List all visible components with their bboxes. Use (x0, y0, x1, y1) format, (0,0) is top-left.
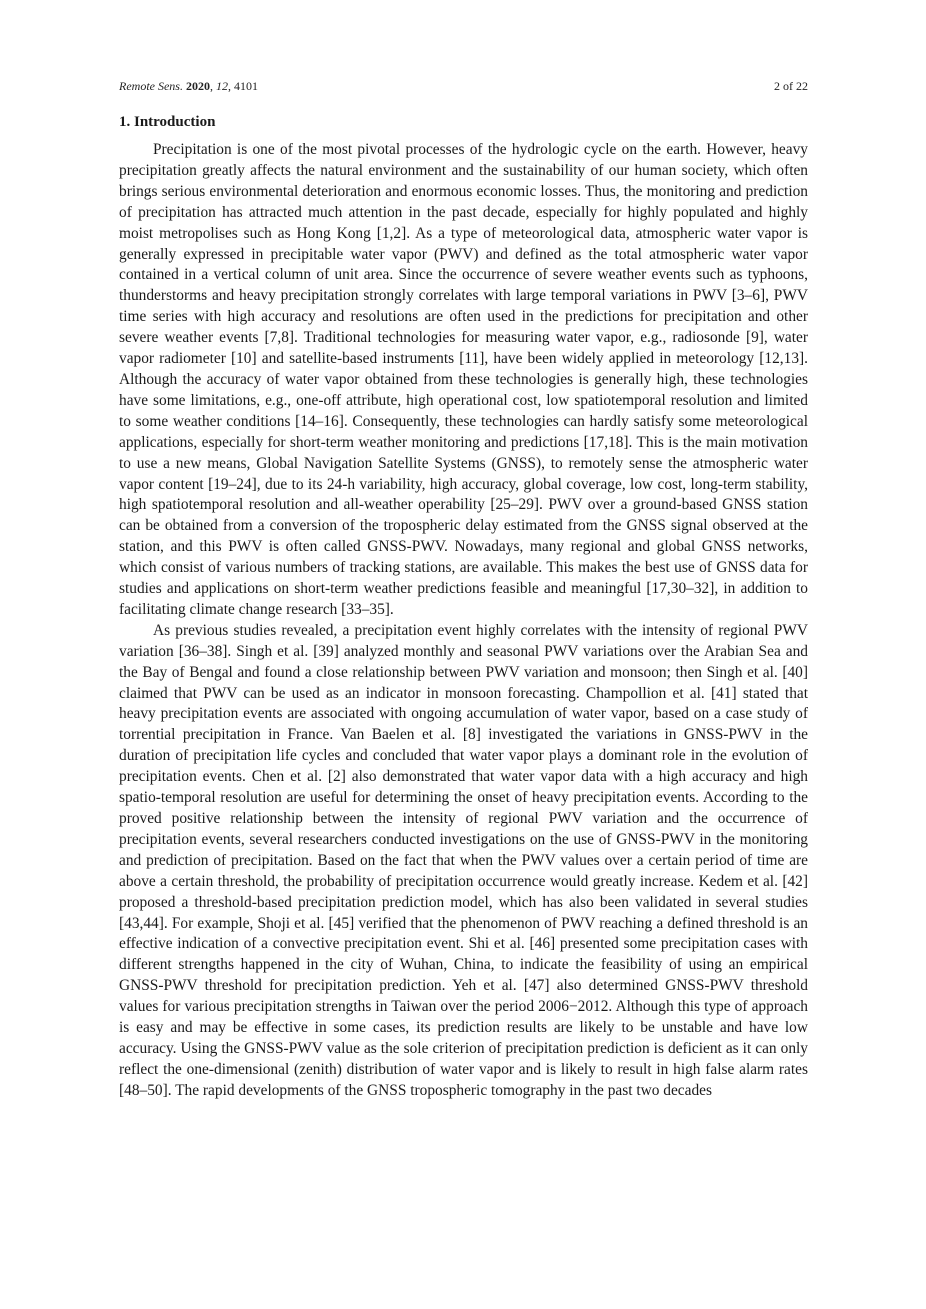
paragraph-1: Precipitation is one of the most pivotal processes of the hydrologic cycle on the earth. However, heavy precipitation greatly affects the natural environment and the sustainability of our human society, which often brings serious environmental deterioration and enormous economic losses. Thus, the monitoring and prediction of precipitation has attracted much attention in the past decade, especially for highly populated and highly moist metropolises such as Hong Kong [1,2]. As a type of meteorological data, atmospheric water vapor is generally expressed in precipitable water vapor (PWV) and defined as the total atmospheric water vapor contained in a vertical column of unit area. Since the occurrence of severe weather events such as typhoons, thunderstorms and heavy precipitation strongly correlates with large temporal variations in PWV [3–6], PWV time series with high accuracy and resolutions are often used in the predictions for precipitation and other severe weather events [7,8]. Traditional technologies for measuring water vapor, e.g., radiosonde [9], water vapor radiometer [10] and satellite-based instruments [11], have been widely applied in meteorology [12,13]. Although the accuracy of water vapor obtained from these technologies is generally high, these technologies have some limitations, e.g., one-off attribute, high operational cost, low spatiotemporal resolution and limited to some weather conditions [14–16]. Consequently, these technologies can hardly satisfy some meteorological applications, especially for short-term weather monitoring and predictions [17,18]. This is the main motivation to use a new means, Global Navigation Satellite Systems (GNSS), to remotely sense the atmospheric water vapor content [19–24], due to its 24-h variability, high accuracy, global coverage, low cost, long-term stability, high spatiotemporal resolution and all-weather operability [25–29]. PWV over a ground-based GNSS station can be obtained from a conversion of the tropospheric delay estimated from the GNSS signal observed at the station, and this PWV is often called GNSS-PWV. Nowadays, many regional and global GNSS networks, which consist of various numbers of tracking stations, are available. This makes the best use of GNSS data for studies and applications on short-term weather predictions feasible and meaningful [17,30–32], in addition to facilitating climate change research [33–35]. (119, 141, 808, 618)
citation-separator: , (209, 79, 216, 93)
section-heading: 1. Introduction (119, 114, 216, 130)
page-body (119, 78, 808, 1102)
journal-name: Remote Sens. (119, 79, 183, 93)
volume-number: 12 (215, 79, 228, 93)
running-header (119, 78, 808, 94)
page-number: 2 of 22 (774, 79, 808, 93)
publication-year: 2020 (185, 79, 210, 93)
article-number: , 4101 (227, 79, 258, 93)
citation (119, 78, 258, 94)
paragraph-2: As previous studies revealed, a precipitation event highly correlates with the intensity of regional PWV variation [36–38]. Singh et al. [39] analyzed monthly and seasonal PWV variations over the Arabian Sea and the Bay of Bengal and found a close relationship between PWV variation and monsoon; then Singh et al. [40] claimed that PWV can be used as an indicator in monsoon forecasting. Champollion et al. [41] stated that heavy precipitation events are associated with ongoing accumulation of water vapor, based on a case study of torrential precipitation in France. Van Baelen et al. [8] investigated the variations in GNSS-PWV in the duration of precipitation life cycles and concluded that water vapor plays a dominant role in the evolution of precipitation events. Chen et al. [2] also demonstrated that water vapor data with a high accuracy and high spatio-temporal resolution are useful for determining the onset of heavy precipitation events. According to the proved positive relationship between the intensity of regional PWV variation and the occurrence of precipitation events, several researchers conducted investigations on the use of GNSS-PWV in the monitoring and prediction of precipitation. Based on the fact that when the PWV values over a certain period of time are above a certain threshold, the probability of precipitation occurrence would greatly increase. Kedem et al. [42] proposed a threshold-based precipitation prediction model, which has also been validated in several studies [43,44]. For example, Shoji et al. [45] verified that the phenomenon of PWV reaching a defined threshold is an effective indication of a convective precipitation event. Shi et al. [46] presented some precipitation cases with different strengths happened in the city of Wuhan, China, to indicate the feasibility of using an empirical GNSS-PWV threshold for precipitation prediction. Yeh et al. [47] also determined GNSS-PWV threshold values for various precipitation strengths in Taiwan over the period 2006−2012. Although this type of approach is easy and may be effective in some cases, its prediction results are likely to be unstable and have low accuracy. Using the GNSS-PWV value as the sole criterion of precipitation prediction is deficient as it can only reflect the one-dimensional (zenith) distribution of water vapor and is likely to result in high false alarm rates [48–50]. The rapid developments of the GNSS tropospheric tomography in the past two decades (119, 621, 808, 1099)
